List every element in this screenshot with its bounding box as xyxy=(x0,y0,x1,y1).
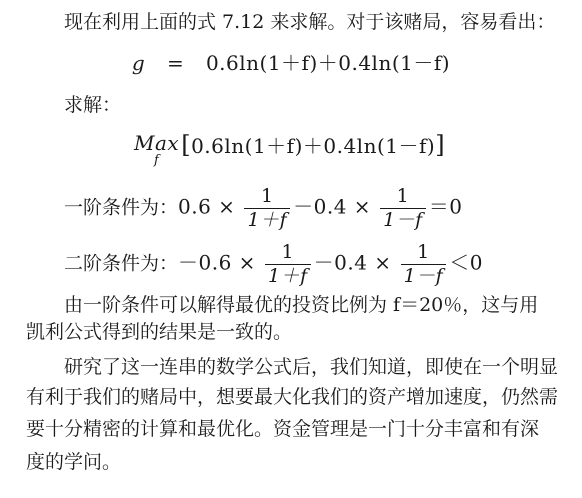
foc-label: 一阶条件为： xyxy=(64,196,179,219)
soc-frac1-den: 1＋f xyxy=(267,265,308,287)
eq1-lhs: g xyxy=(131,51,146,75)
intro-text: 现在利用上面的式 7.12 来求解。对于该赌局，容易看出： xyxy=(64,11,556,33)
conclusion-line-1: 由一阶条件可以解得最优的投资比例为 f＝20％，这与用 xyxy=(64,294,539,316)
paragraph-2-line-1: 研究了这一连串的数学公式后，我们知道，即使在一个明显 xyxy=(64,356,559,378)
eq2-open-bracket: [ xyxy=(181,131,192,159)
equation-maximize xyxy=(134,133,445,167)
soc-fraction-1 xyxy=(265,243,311,286)
foc-fraction-2 xyxy=(380,187,426,230)
eq2-body: 0.6ln(1＋f)＋0.4ln(1－f) xyxy=(191,134,436,158)
foc-tail: ＝0 xyxy=(428,194,463,219)
max-op-label: Max xyxy=(134,131,180,155)
max-op-subscript: f xyxy=(153,153,160,168)
soc-frac2-num: 1 xyxy=(417,241,430,263)
soc-coef1: －0.6 × xyxy=(178,250,256,275)
first-order-condition xyxy=(64,187,462,230)
paragraph-2-line-4: 度的学问。 xyxy=(26,451,122,473)
eq2-close-bracket: ] xyxy=(435,131,446,159)
foc-fraction-1 xyxy=(244,187,290,230)
soc-fraction-2 xyxy=(401,243,447,286)
soc-frac1-num: 1 xyxy=(281,241,295,263)
soc-frac2-den: 1－f xyxy=(403,265,444,287)
foc-frac2-den: 1－f xyxy=(383,209,423,231)
soc-label: 二阶条件为： xyxy=(64,252,179,275)
solve-label: 求解： xyxy=(64,94,122,116)
foc-coef1: 0.6 × xyxy=(178,194,236,219)
foc-mid: －0.4 × xyxy=(293,194,372,219)
equation-growth-rate xyxy=(0,51,582,75)
conclusion-line-2: 凯利公式得到的结果是一致的。 xyxy=(26,321,293,343)
soc-tail: ＜0 xyxy=(449,250,483,275)
soc-mid: －0.4 × xyxy=(313,250,392,275)
foc-frac2-num: 1 xyxy=(396,185,410,207)
eq1-rhs: 0.6ln(1＋f)＋0.4ln(1－f) xyxy=(205,51,451,75)
foc-frac1-den: 1＋f xyxy=(247,209,288,231)
paragraph-2-line-2: 有利于我们的赌局中，想要最大化我们的资产增加速度，仍然需 xyxy=(26,386,559,408)
second-order-condition xyxy=(64,243,483,286)
foc-frac1-num: 1 xyxy=(261,185,274,207)
eq1-rel: = xyxy=(166,51,185,75)
paragraph-2-line-3: 要十分精密的计算和最优化。资金管理是一门十分丰富和有深 xyxy=(26,418,540,440)
max-operator xyxy=(134,133,179,167)
